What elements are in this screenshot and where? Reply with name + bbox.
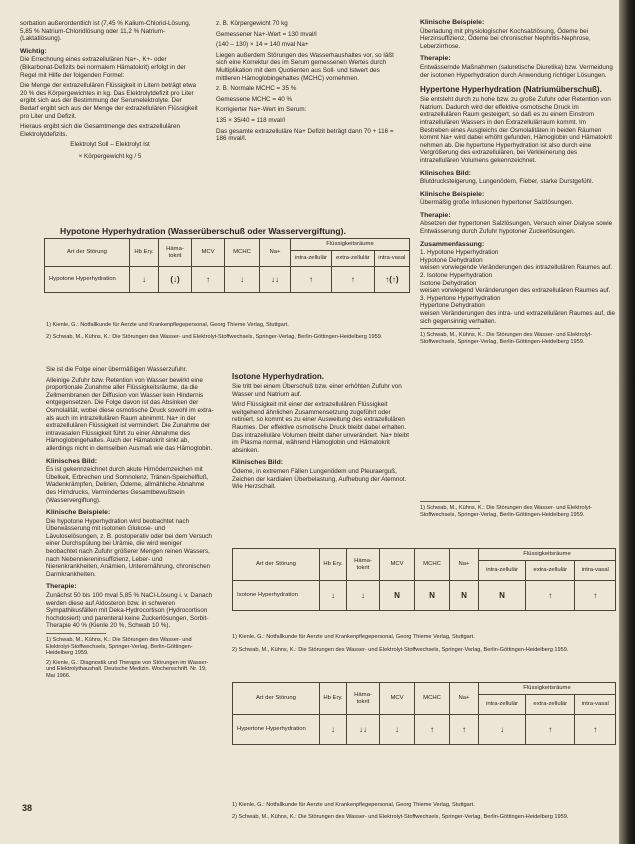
table-row-label: Hypotone Hyperhydration: [45, 267, 130, 293]
table-header: Häma-tokrit: [347, 549, 380, 581]
summary-list: [420, 249, 615, 325]
section-heading: Therapie:: [420, 211, 451, 219]
list-item: weisen vorwiegende Veränderungen des intrazellulären Raumes auf.: [420, 264, 613, 272]
table-cell: ↑: [526, 715, 575, 745]
section-heading: Klinisches Bild:: [232, 459, 283, 467]
example-line: z. B. Körpergewicht 70 kg: [216, 20, 288, 27]
example-line: 135 × 35/40 = 118 mval/l: [216, 116, 285, 124]
table-cell: ↓: [479, 715, 526, 745]
column-bottom-middle: [232, 366, 412, 494]
table-cell: ↓: [320, 581, 347, 611]
example-line: (140 – 130) × 14 = 140 mval Na+: [216, 41, 309, 49]
table-cell: ↓: [347, 581, 380, 611]
table-cell: ↑: [291, 267, 332, 293]
section-heading: Therapie:: [46, 583, 77, 591]
table-footnote: 1) Kienle, G.: Notfallkunde für Aerzte und Krankenpflegepersonal, Georg Thieme Verlag, Stuttgart.: [232, 802, 475, 808]
example-line: Gemessener Na+-Wert = 130 mval/l: [216, 30, 317, 38]
table-header: Häma-tokrit: [347, 683, 380, 715]
paragraph: sorbation außerordentlich ist (7,45 % Kalium-Chlorid-Lösung, 5,85 % Natrium-Chloridlösung oder 11,2 % Natrium-(Laktatlösung).: [20, 20, 191, 43]
table-cell: ↑: [415, 715, 450, 745]
footnote-rule: [420, 328, 480, 329]
data-table-hypertone: [232, 682, 616, 745]
table-cell: N: [415, 581, 450, 611]
data-table-isotone: [232, 548, 616, 611]
paragraph: Wird Flüssigkeit mit einer der extrazellulären Flüssigkeit weitgehend ähnlichen Zusammensetzung zugeführt oder retiniert, so kommt es zu einer Ausweitung des extrazellulären Raumes. Der effektive osmotische Druck bleibt dabei erhalten. Das intrazelluläre Volumen bleibt daher unverändert. Na+ bleibt im Plasma normal, während Hämoglobin und Hämatokrit absinken.: [232, 401, 409, 454]
column-bottom-left: [46, 366, 214, 683]
table-cell: ↑: [575, 715, 616, 745]
formula-numerator: Elektrolyt Soll – Elektrolyt Ist: [70, 141, 150, 149]
table-cell: ↓↓: [260, 267, 291, 293]
table-header: MCHC: [415, 549, 450, 581]
table-header: intra-zellulär: [479, 695, 526, 715]
paragraph: Alleinige Zufuhr bzw. Retention von Wasser bewirkt eine proportionale Zunahme aller Flüssigkeitsräume, da die Zellmembranen der Diffusion von Wasser kein Hindernis entgegensetzen. Die Folge davon ist das Absinken der Osmolalität, wobei diese osmotische Druck sowohl im extra- als auch im intrazellulären Raum abnimmt. Na+ in der extrazellulären Flüssigkeit ist vermindert. Die Zunahme der intravasalen Flüssigkeit führt zu einer Abnahme des Hämoglobingehaltes. Auch der Hämatokrit sinkt ab, allerdings nicht in demselben Ausmaß wie das Hämoglobin.: [46, 376, 214, 452]
table-cell: ↑: [526, 581, 575, 611]
list-item: 3. Hypertone Hyperhydration: [420, 294, 501, 302]
table-header: Häma-tokrit: [159, 239, 192, 267]
table-header: extra-zellulär: [526, 561, 575, 581]
table-group-header: Flüssigkeitsräume: [479, 549, 616, 561]
table-header: Na+: [450, 683, 479, 715]
example-line: z. B. Normale MCHC = 35 %: [216, 85, 297, 93]
list-item: Hypertone Dehydration: [420, 302, 485, 310]
list-item: 2. Isotone Hyperhydration: [420, 272, 493, 280]
table-header: MCHC: [415, 683, 450, 715]
table-cell: ↓: [380, 715, 415, 745]
table-footnote: 1) Kienle, G.: Notfallkunde für Aerzte und Krankenpflegepersonal, Georg Thieme Verlag, Stuttgart.: [46, 322, 289, 328]
book-binding-shadow: [619, 0, 635, 844]
table-title: Hypotone Hyperhydration (Wasserüberschuß oder Wasservergiftung).: [60, 226, 346, 236]
paragraph: Überladung mit physiologischer Kochsalzlösung, Ödeme bei Herzinsuffizienz, Ödeme bei chronischer Nephritis-Nephrose, Leberzirrhose.: [420, 27, 591, 50]
paragraph: Blutdrucksteigerung, Lungenödem, Fieber, starke Durstgefühl.: [420, 178, 594, 186]
paragraph: Sie entsteht durch zu hohe bzw. zu große Zufuhr oder Retention von Natrium. Dadurch wird der effektive osmotische Druck im extrazellulären Raum gesteigert, so daß es zu einem Einstrom intrazellulären Wassers in den Extrazellulärraum kommt. Im Bestreben eines Ausgleichs der Osmolalitäten in beiden Räumen kommt Na+ wird dabei erhöht gefunden, Hämoglobin und Hämatokrit nehmen ab. Die hypertone Hyperhydration ist also durch eine Vergrößerung des extrazellulären, bei Verkleinerung des intrazellulären Volumens gekennzeichnet.: [420, 96, 612, 164]
section-heading: Klinisches Bild:: [420, 169, 471, 177]
section-heading: Klinische Beispiele:: [46, 509, 111, 517]
paragraph: Absetzen der hypertonen Salzlösungen, Versuch einer Dialyse sowie Entwässerung durch Zufuhr hypotoner Zuckerlösungen.: [420, 220, 613, 236]
table-header: MCV: [380, 549, 415, 581]
table-cell: N: [479, 581, 526, 611]
page-number: 38: [22, 803, 33, 813]
table-header: intra-vasal: [374, 251, 409, 267]
table-cell: ↑: [192, 267, 225, 293]
list-item: Isotone Dehydration: [420, 279, 477, 287]
paragraph: Das gesamte extrazelluläre Na+ Defizit beträgt dann 70 + 116 = 186 mval/l.: [216, 127, 394, 143]
paragraph: Liegen außerdem Störungen des Wasserhaushaltes vor, so läßt sich eine Korrektur des im Serum gemessenen Wertes durch Multiplikation mit dem Quotienten aus Soll- und Istwert des mittleren Hämoglobingehaltes (MCHC) vornehmen.: [216, 51, 394, 82]
column-top-middle: [216, 20, 402, 146]
example-line: Gemessene MCHC = 40 %: [216, 95, 293, 103]
chapter-heading: Isotone Hyperhydration.: [232, 372, 325, 381]
paragraph: Übermäßig große Infusionen hypertoner Salzlösungen.: [420, 199, 574, 207]
paragraph: Die Menge der extrazellulären Flüssigkeit in Litern beträgt etwa 20 % des Körpergewichtes in kg. Das Elektrolytdefizit pro Liter ergibt sich aus der Bestimmung der Serumelektrolyte. Der Bedarf ergibt sich aus der Menge der extrazellulären Flüssigkeit pro Liter und Defizit.: [20, 82, 198, 120]
table-footnote: 2) Schwab, M., Kühns, K.: Die Störungen des Wasser- und Elektrolyt-Stoffwechsels, Springer-Verlag, Berlin-Göttingen-Heidelberg 1959.: [232, 814, 569, 820]
table-cell: N: [450, 581, 479, 611]
paragraph: Zunächst 50 bis 100 mval 5,85 % NaCl-Lösung i. v. Danach werden diese auf Aldosteron bzw. in schweren Sympathikusfällen mit Deka-Hydrocortison (Hydrocortison hochdosiert) und parenteral keine Zuckerlösungen, Sorbit-Therapie 40 % (Kienle 20 %, Schwab 10 %).: [46, 592, 213, 630]
footnote: 1) Schwab, M., Kühns, K.: Die Störungen des Wasser- und Elektrolyt-Stoffwechsels, Springer-Verlag, Berlin-Göttingen-Heidelberg 1959.: [420, 505, 593, 518]
section-heading: Klinische Beispiele:: [420, 190, 485, 198]
table-header: intra-zellulär: [291, 251, 332, 267]
list-item: 1. Hypotone Hyperhydration: [420, 249, 499, 257]
paragraph: Sie ist die Folge einer übermäßigen Wasserzufuhr.: [46, 366, 188, 373]
table-cell: ↑: [450, 715, 479, 745]
table-group-header: Flüssigkeitsräume: [479, 683, 616, 695]
table-group-header: Flüssigkeitsräume: [291, 239, 410, 251]
table-row-label: Hypertone Hyperhydration: [233, 715, 320, 745]
section-heading: Klinische Beispiele:: [420, 19, 485, 26]
footnote-rule: [46, 633, 106, 634]
table-cell: ↓: [225, 267, 260, 293]
table-header: Hb Ery.: [320, 683, 347, 715]
table-header: Na+: [260, 239, 291, 267]
table-header: MCHC: [225, 239, 260, 267]
table-header: intra-vasal: [575, 695, 616, 715]
table-header: intra-vasal: [575, 561, 616, 581]
column-top-left: [20, 20, 200, 165]
table-header: MCV: [192, 239, 225, 267]
table-footnote: 2) Schwab, M., Kühns, K.: Die Störungen des Wasser- und Elektrolyt-Stoffwechsels, Springer-Verlag, Berlin-Göttingen-Heidelberg 1959.: [232, 647, 569, 653]
table-header: Art der Störung: [233, 683, 320, 715]
table-cell: (↓): [159, 267, 192, 293]
paragraph: Die Errechnung eines extrazellulären Na+-, K+- oder (Bikarbonat-Defizits bei normalem Hämatokrit) erfolgt in der Regel mit Hilfe der folgenden Formel:: [20, 56, 186, 79]
table-header: intra-zellulär: [479, 561, 526, 581]
section-heading: Wichtig:: [20, 47, 47, 55]
table-header: Hb Ery.: [320, 549, 347, 581]
formula-factor: × Körpergewicht kg / 5: [78, 152, 142, 160]
footnote: 2) Kienle, G.: Diagnostik und Therapie von Störungen im Wasser- und Elektrolythaushalt. Deutsche Medizin. Wochenschrift. Nr. 19, Mai 1966.: [46, 659, 209, 679]
table-header: MCV: [380, 683, 415, 715]
table-cell: ↓↓: [347, 715, 380, 745]
table-row-label: Isotone Hyperhydration: [233, 581, 320, 611]
table-cell: ↑(↑): [374, 267, 409, 293]
table-header: extra-zellulär: [526, 695, 575, 715]
footnote: 1) Schwab, M., Kühns, K.: Die Störungen des Wasser- und Elektrolyt-Stoffwechsels, Springer-Verlag, Berlin-Göttingen-Heidelberg 1959.: [420, 332, 593, 345]
table-footnote: 1) Kienle, G.: Notfallkunde für Aerzte und Krankenpflegepersonal, Georg Thieme Verlag, Stuttgart.: [232, 634, 475, 640]
paragraph: Ödeme, in extremen Fällen Lungenödem und Pleuraerguß, Zeichen der kardialen Überbelastung, Aufhebung der Atemnot. Wie Herzschall.: [232, 467, 407, 491]
table-header: Art der Störung: [45, 239, 130, 267]
section-heading: Klinisches Bild:: [46, 457, 97, 465]
paragraph: Sie tritt bei einem Überschuß bzw. einer erhöhten Zufuhr von Wasser und Natrium auf.: [232, 383, 402, 398]
column-bottom-right: [420, 498, 615, 521]
table-cell: N: [380, 581, 415, 611]
paragraph: Entwässernde Maßnahmen (saluretische Diuretika) bzw. Vermeidung der isotonen Hyperhydration durch Anwendung richtiger Lösungen.: [420, 63, 613, 79]
paragraph: Hieraus ergibt sich die Gesamtmenge des extrazellulären Elektrolytdefizits.: [20, 123, 180, 138]
table-cell: ↑: [575, 581, 616, 611]
chapter-heading: Hypertone Hyperhydration (Natriumüberschuß).: [420, 85, 602, 95]
column-right-upper: [420, 14, 615, 348]
table-header: Na+: [450, 549, 479, 581]
table-cell: ↓: [130, 267, 159, 293]
table-header: Hb Ery.: [130, 239, 159, 267]
data-table-hypotone: [44, 238, 410, 293]
list-item: weisen Veränderungen des intra- und extrazellulären Raumes auf, die sich gegensinnig verhalten.: [420, 310, 615, 325]
section-heading: Therapie:: [420, 55, 451, 63]
example-line: Korrigierter Na+-Wert im Serum:: [216, 106, 307, 114]
list-item: Hypotone Dehydration: [420, 256, 483, 264]
footnote: 1) Schwab, M., Kühns, K.: Die Störungen des Wasser- und Elektrolyt-Stoffwechsels, Springer-Verlag, Berlin-Göttingen-Heidelberg 1959.: [46, 637, 193, 657]
table-cell: ↑: [331, 267, 374, 293]
table-header: extra-zellulär: [331, 251, 374, 267]
list-item: weisen vorwiegend Veränderungen des extrazellulären Raumes auf.: [420, 287, 611, 295]
paragraph: Die hypotone Hyperhydration wird beobachtet nach Überwässerung mit isotonen Glukose- und Lävuloselösungen, z. B. postoperativ oder bei dem Versuch einer Durchspülung bei Urämie, die wird weniger beobachtet nach Zufuhr größerer Mengen reinen Wassers, nach Nebenniereninsuffizienz, Leber- und Nierenkrankheiten, Anämien, Unterernährung, chronischen Darmkrankheiten.: [46, 517, 212, 578]
footnote-rule: [420, 501, 480, 502]
table-footnote: 2) Schwab, M., Kühns, K.: Die Störungen des Wasser- und Elektrolyt-Stoffwechsels, Springer-Verlag, Berlin-Göttingen-Heidelberg 1959.: [46, 334, 383, 340]
section-heading: Zusammenfassung:: [420, 240, 485, 248]
paragraph: Es ist gekennzeichnet durch akute Hirnödemzeichen mit Übelkeit, Erbrechen und Somnolenz, Tränen-Speichelfluß, Wadenkrämpfen, Delirien, Ödeme, allmähliche Abnahme des Hirndrucks, Vermindertes Gesamtbewußtsein (Wasservergiftung).: [46, 466, 209, 504]
table-header: Art der Störung: [233, 549, 320, 581]
table-cell: ↓: [320, 715, 347, 745]
